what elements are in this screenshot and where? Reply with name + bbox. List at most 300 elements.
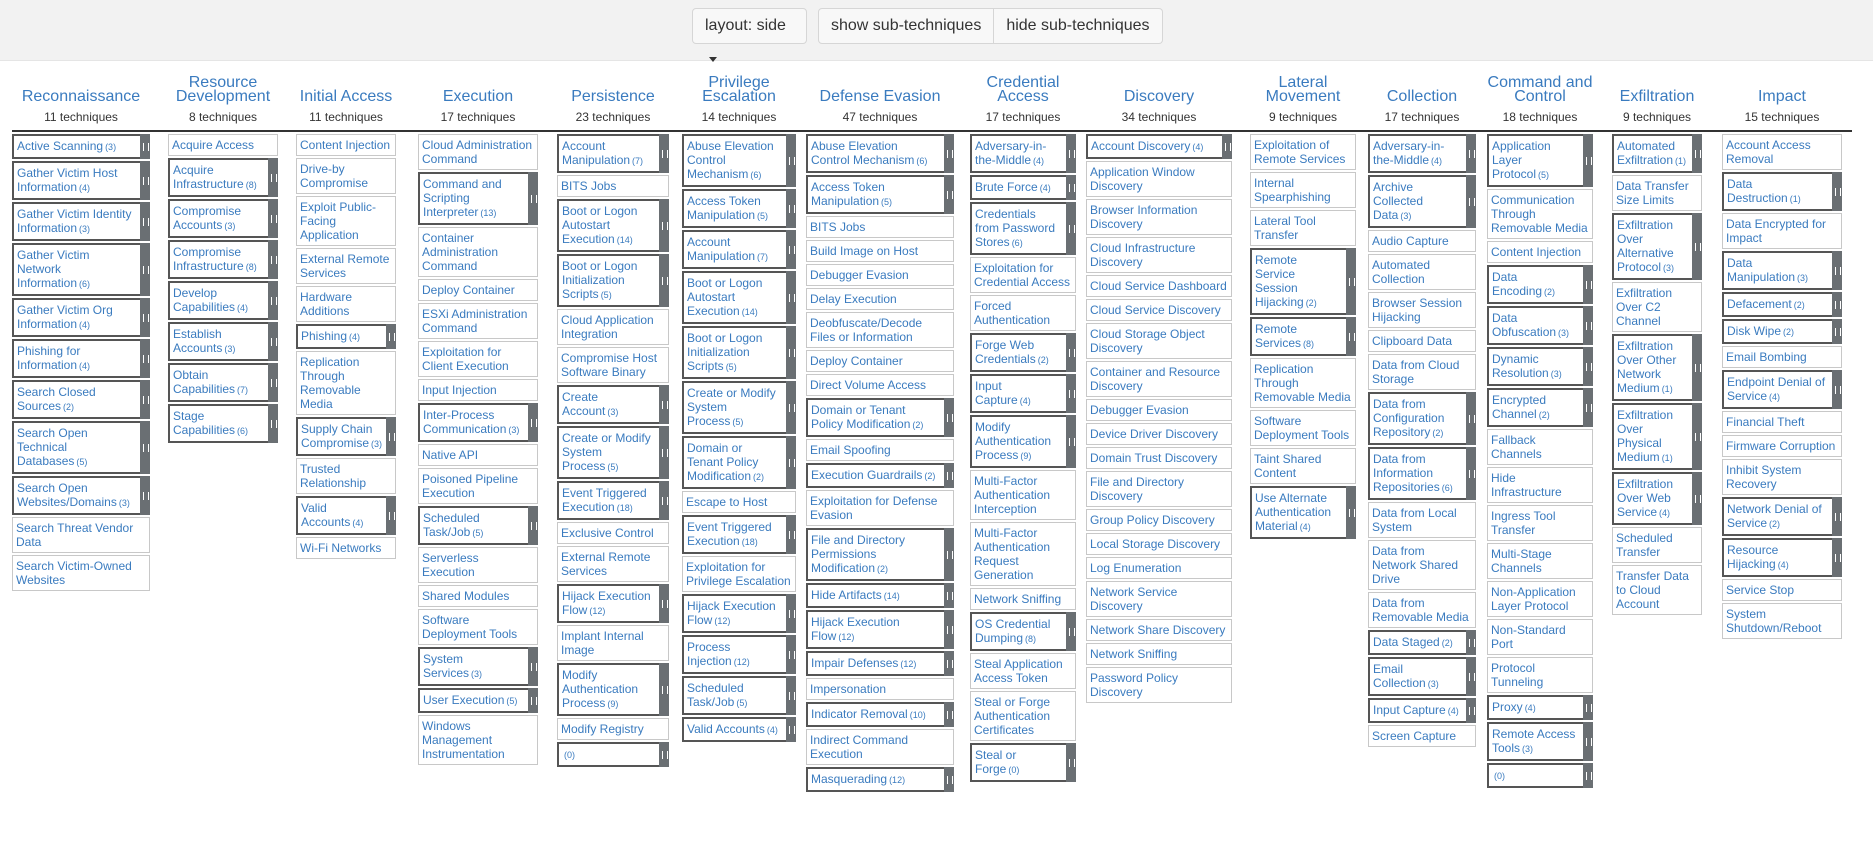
technique-name[interactable]: User Execution <box>423 693 505 707</box>
technique-name[interactable]: Windows Management Instrumentation <box>422 719 505 761</box>
technique-cell[interactable] <box>557 481 669 520</box>
technique-name[interactable]: Application Layer Protocol <box>1492 139 1551 181</box>
technique-name[interactable]: Abuse Elevation Control Mechanism <box>687 139 774 181</box>
expand-sub-techniques-handle-icon[interactable] <box>786 189 796 228</box>
technique-name[interactable]: Ingress Tool Transfer <box>1491 509 1556 537</box>
technique-cell[interactable] <box>418 547 538 583</box>
technique-cell[interactable] <box>970 743 1076 782</box>
technique-cell[interactable] <box>1086 447 1232 469</box>
expand-sub-techniques-handle-icon[interactable] <box>268 404 278 443</box>
technique-name[interactable]: Cloud Service Dashboard <box>1090 279 1227 293</box>
technique-name[interactable]: Compromise Accounts <box>173 204 242 232</box>
expand-sub-techniques-handle-icon[interactable] <box>1583 763 1593 788</box>
technique-name[interactable]: Debugger Evasion <box>1090 403 1189 417</box>
technique-name[interactable]: Supply Chain Compromise <box>301 422 373 450</box>
technique-name[interactable]: Data from Cloud Storage <box>1372 358 1460 386</box>
technique-name[interactable]: Data Encrypted for Impact <box>1726 217 1827 245</box>
technique-cell[interactable] <box>806 729 954 765</box>
technique-name[interactable]: System Services <box>423 652 470 680</box>
technique-cell[interactable] <box>1368 698 1476 723</box>
expand-sub-techniques-handle-icon[interactable] <box>1583 695 1593 720</box>
expand-sub-techniques-handle-icon[interactable] <box>1583 265 1593 304</box>
expand-sub-techniques-handle-icon[interactable] <box>268 322 278 361</box>
expand-sub-techniques-handle-icon[interactable] <box>1066 743 1076 782</box>
technique-name[interactable]: Network Sniffing <box>974 592 1062 606</box>
technique-name[interactable]: Hide Artifacts <box>811 588 882 602</box>
technique-cell[interactable] <box>806 398 954 437</box>
technique-name[interactable]: Impersonation <box>810 682 887 696</box>
technique-name[interactable]: Scheduled Task/Job <box>423 511 480 539</box>
technique-cell[interactable] <box>682 230 796 269</box>
technique-cell[interactable] <box>418 379 538 401</box>
technique-name[interactable]: External Remote Services <box>300 252 390 280</box>
technique-name[interactable]: Valid Accounts <box>301 501 351 529</box>
expand-sub-techniques-handle-icon[interactable] <box>1066 415 1076 468</box>
technique-cell[interactable] <box>1250 317 1356 356</box>
technique-name[interactable]: Trusted Relationship <box>300 462 367 490</box>
expand-sub-techniques-handle-icon[interactable] <box>1466 392 1476 445</box>
expand-sub-techniques-handle-icon[interactable] <box>1066 612 1076 651</box>
technique-cell[interactable] <box>1487 619 1593 655</box>
technique-name[interactable]: Automated Collection <box>1372 258 1431 286</box>
technique-cell[interactable] <box>296 134 396 156</box>
technique-name[interactable]: Direct Volume Access <box>810 378 927 392</box>
tactic-name[interactable]: Lateral Movement <box>1265 74 1341 105</box>
technique-cell[interactable] <box>1722 319 1842 344</box>
technique-cell[interactable] <box>806 264 954 286</box>
expand-sub-techniques-handle-icon[interactable] <box>944 398 954 437</box>
technique-name[interactable]: Content Injection <box>1491 245 1582 259</box>
technique-cell[interactable] <box>418 134 538 170</box>
technique-name[interactable]: Event Triggered Execution <box>687 520 772 548</box>
technique-cell[interactable] <box>1368 230 1476 252</box>
technique-cell[interactable] <box>1722 538 1842 577</box>
technique-cell[interactable] <box>1487 347 1593 386</box>
technique-name[interactable]: Build Image on Host <box>810 244 919 258</box>
technique-cell[interactable] <box>12 421 150 474</box>
technique-cell[interactable] <box>1612 175 1702 211</box>
expand-sub-techniques-handle-icon[interactable] <box>786 381 796 434</box>
technique-name[interactable]: Gather Victim Org Information <box>17 303 113 331</box>
technique-name[interactable]: Remote Access Tools <box>1492 727 1576 755</box>
technique-cell[interactable] <box>296 286 396 322</box>
technique-cell[interactable] <box>970 522 1076 586</box>
technique-name[interactable]: File and Directory Permissions Modification <box>811 533 906 575</box>
technique-name[interactable]: Implant Internal Image <box>561 629 644 657</box>
technique-name[interactable]: Transfer Data to Cloud Account <box>1616 569 1689 611</box>
technique-cell[interactable] <box>682 676 796 715</box>
technique-cell[interactable] <box>1722 435 1842 457</box>
technique-cell[interactable] <box>806 216 954 238</box>
technique-name[interactable]: Active Scanning <box>17 139 104 153</box>
technique-cell[interactable] <box>12 243 150 296</box>
technique-cell[interactable] <box>1487 265 1593 304</box>
expand-sub-techniques-handle-icon[interactable] <box>659 254 669 307</box>
technique-cell[interactable] <box>12 476 150 515</box>
technique-cell[interactable] <box>806 528 954 581</box>
technique-name[interactable]: Network Denial of Service <box>1727 502 1822 530</box>
technique-name[interactable]: Input Capture <box>1373 703 1446 717</box>
expand-sub-techniques-handle-icon[interactable] <box>140 161 150 200</box>
technique-cell[interactable] <box>970 134 1076 173</box>
technique-cell[interactable] <box>12 517 150 553</box>
technique-cell[interactable] <box>557 254 669 307</box>
technique-name[interactable]: Non-Standard Port <box>1491 623 1566 651</box>
technique-name[interactable]: Create or Modify System Process <box>562 431 651 473</box>
technique-name[interactable]: Acquire Access <box>172 138 255 152</box>
technique-name[interactable]: Access Token Manipulation <box>811 180 885 208</box>
expand-sub-techniques-handle-icon[interactable] <box>528 506 538 545</box>
technique-name[interactable]: Native API <box>422 448 479 462</box>
technique-name[interactable]: Input Capture <box>975 379 1018 407</box>
technique-name[interactable]: Boot or Logon Autostart Execution <box>562 204 638 246</box>
expand-sub-techniques-handle-icon[interactable] <box>1692 403 1702 470</box>
technique-name[interactable]: Data from Local System <box>1372 506 1457 534</box>
technique-cell[interactable] <box>12 298 150 337</box>
expand-sub-techniques-handle-icon[interactable] <box>944 583 954 608</box>
technique-name[interactable]: Cloud Service Discovery <box>1090 303 1221 317</box>
technique-name[interactable]: Credentials from Password Stores <box>975 207 1056 249</box>
expand-sub-techniques-handle-icon[interactable] <box>659 742 669 767</box>
technique-cell[interactable] <box>1722 497 1842 536</box>
technique-name[interactable]: External Remote Services <box>561 550 651 578</box>
technique-name[interactable]: Steal or Forge Authentication Certificates <box>974 695 1051 737</box>
technique-cell[interactable] <box>806 175 954 214</box>
technique-cell[interactable] <box>1368 502 1476 538</box>
technique-name[interactable]: Data from Information Repositories <box>1373 452 1440 494</box>
expand-sub-techniques-handle-icon[interactable] <box>944 528 954 581</box>
technique-cell[interactable] <box>557 584 669 623</box>
expand-sub-techniques-handle-icon[interactable] <box>1466 698 1476 723</box>
technique-cell[interactable] <box>296 537 396 559</box>
technique-name[interactable]: Email Bombing <box>1726 350 1807 364</box>
expand-sub-techniques-handle-icon[interactable] <box>1466 630 1476 655</box>
technique-name[interactable]: Hijack Execution Flow <box>811 615 900 643</box>
technique-cell[interactable] <box>1487 306 1593 345</box>
expand-sub-techniques-handle-icon[interactable] <box>786 271 796 324</box>
technique-cell[interactable] <box>557 175 669 197</box>
technique-name[interactable]: Data from Removable Media <box>1372 596 1469 624</box>
technique-cell[interactable] <box>1086 299 1232 321</box>
technique-name[interactable]: Command and Scripting Interpreter <box>423 177 502 219</box>
technique-cell[interactable] <box>806 463 954 488</box>
technique-name[interactable]: Local Storage Discovery <box>1090 537 1221 551</box>
tactic-name[interactable]: Resource Development <box>175 74 271 105</box>
tactic-name[interactable]: Defense Evasion <box>819 88 941 105</box>
technique-name[interactable]: Network Share Discovery <box>1090 623 1226 637</box>
technique-name[interactable]: Data Obfuscation <box>1492 311 1557 339</box>
technique-name[interactable]: Steal or Forge <box>975 748 1017 776</box>
technique-name[interactable]: Deploy Container <box>422 283 515 297</box>
technique-name[interactable]: Impair Defenses <box>811 656 899 670</box>
tactic-name[interactable]: Impact <box>1757 88 1806 105</box>
technique-name[interactable]: Execution Guardrails <box>811 468 923 482</box>
technique-name[interactable]: Multi-Stage Channels <box>1491 547 1552 575</box>
technique-cell[interactable] <box>296 248 396 284</box>
technique-name[interactable]: Multi-Factor Authentication Interception <box>974 474 1051 516</box>
technique-cell[interactable] <box>970 374 1076 413</box>
technique-name[interactable]: Remote Service Session Hijacking <box>1255 253 1304 309</box>
expand-sub-techniques-handle-icon[interactable] <box>1066 374 1076 413</box>
technique-cell[interactable] <box>970 415 1076 468</box>
technique-cell[interactable] <box>682 594 796 633</box>
technique-name[interactable]: Masquerading <box>811 772 888 786</box>
technique-cell[interactable] <box>168 281 278 320</box>
technique-name[interactable]: Establish Accounts <box>173 327 223 355</box>
technique-name[interactable]: Fallback Channels <box>1491 433 1542 461</box>
technique-name[interactable]: Application Window Discovery <box>1090 165 1195 193</box>
technique-cell[interactable] <box>970 202 1076 255</box>
tactic-name[interactable]: Privilege Escalation <box>702 74 776 105</box>
technique-cell[interactable] <box>1368 630 1476 655</box>
technique-cell[interactable] <box>806 240 954 262</box>
technique-cell[interactable] <box>557 385 669 424</box>
technique-name[interactable]: Account Manipulation <box>562 139 631 167</box>
technique-cell[interactable] <box>1722 579 1842 601</box>
technique-cell[interactable] <box>296 351 396 415</box>
technique-cell[interactable] <box>12 202 150 241</box>
expand-sub-techniques-handle-icon[interactable] <box>659 199 669 252</box>
technique-name[interactable]: Shared Modules <box>422 589 510 603</box>
technique-name[interactable]: Gather Victim Host Information <box>17 166 118 194</box>
expand-sub-techniques-handle-icon[interactable] <box>1583 388 1593 427</box>
technique-cell[interactable] <box>1086 323 1232 359</box>
technique-name[interactable]: Brute Force <box>975 180 1038 194</box>
technique-name[interactable]: Password Policy Discovery <box>1090 671 1179 699</box>
expand-sub-techniques-handle-icon[interactable] <box>386 417 396 456</box>
technique-cell[interactable] <box>557 347 669 383</box>
technique-cell[interactable] <box>418 688 538 713</box>
technique-name[interactable]: Domain Trust Discovery <box>1090 451 1218 465</box>
technique-name[interactable]: Scheduled Transfer <box>1616 531 1673 559</box>
expand-sub-techniques-handle-icon[interactable] <box>944 610 954 649</box>
technique-name[interactable]: Deobfuscate/Decode Files or Information <box>810 316 923 344</box>
tactic-name[interactable]: Execution <box>442 88 514 105</box>
technique-cell[interactable] <box>557 522 669 544</box>
technique-name[interactable]: Data Manipulation <box>1727 256 1796 284</box>
technique-cell[interactable] <box>970 295 1076 331</box>
technique-name[interactable]: Adversary-in-the-Middle <box>1373 139 1445 167</box>
expand-sub-techniques-handle-icon[interactable] <box>1692 213 1702 280</box>
technique-name[interactable]: Exfiltration Over C2 Channel <box>1616 286 1673 328</box>
technique-name[interactable]: Endpoint Denial of Service <box>1727 375 1826 403</box>
technique-name[interactable]: Cloud Administration Command <box>422 138 533 166</box>
technique-cell[interactable] <box>1086 423 1232 445</box>
technique-name[interactable]: ESXi Administration Command <box>422 307 528 335</box>
technique-name[interactable]: Exploitation for Privilege Escalation <box>686 560 791 588</box>
technique-cell[interactable] <box>1487 388 1593 427</box>
expand-sub-techniques-handle-icon[interactable] <box>944 767 954 792</box>
technique-name[interactable]: Email Spoofing <box>810 443 891 457</box>
technique-cell[interactable] <box>1722 172 1842 211</box>
technique-name[interactable]: OS Credential Dumping <box>975 617 1051 645</box>
technique-cell[interactable] <box>1086 275 1232 297</box>
technique-cell[interactable] <box>1368 175 1476 228</box>
technique-name[interactable]: Access Token Manipulation <box>687 194 761 222</box>
technique-name[interactable]: Automated Exfiltration <box>1617 139 1676 167</box>
technique-name[interactable]: Poisoned Pipeline Execution <box>422 472 519 500</box>
technique-cell[interactable] <box>1086 399 1232 421</box>
technique-name[interactable]: Resource Hijacking <box>1727 543 1779 571</box>
technique-cell[interactable] <box>1086 237 1232 273</box>
expand-sub-techniques-handle-icon[interactable] <box>944 651 954 676</box>
technique-name[interactable]: Protocol Tunneling <box>1491 661 1544 689</box>
technique-cell[interactable] <box>1086 643 1232 665</box>
technique-cell[interactable] <box>1487 695 1593 720</box>
technique-cell[interactable] <box>806 374 954 396</box>
technique-cell[interactable] <box>1487 505 1593 541</box>
expand-sub-techniques-handle-icon[interactable] <box>786 594 796 633</box>
technique-name[interactable]: Lateral Tool Transfer <box>1254 214 1316 242</box>
technique-cell[interactable] <box>970 257 1076 293</box>
expand-sub-techniques-handle-icon[interactable] <box>1583 134 1593 187</box>
technique-name[interactable]: Debugger Evasion <box>810 268 909 282</box>
technique-cell[interactable] <box>1487 429 1593 465</box>
technique-cell[interactable] <box>1086 361 1232 397</box>
hide-sub-techniques-button[interactable]: hide sub-techniques <box>994 8 1162 44</box>
technique-cell[interactable] <box>1722 459 1842 495</box>
technique-cell[interactable] <box>168 240 278 279</box>
technique-cell[interactable] <box>1722 411 1842 433</box>
technique-cell[interactable] <box>168 199 278 238</box>
technique-cell[interactable] <box>12 339 150 378</box>
technique-name[interactable]: Network Sniffing <box>1090 647 1178 661</box>
expand-sub-techniques-handle-icon[interactable] <box>1692 134 1702 173</box>
expand-sub-techniques-handle-icon[interactable] <box>659 481 669 520</box>
technique-name[interactable]: Cloud Storage Object Discovery <box>1090 327 1205 355</box>
technique-name[interactable]: Communication Through Removable Media <box>1491 193 1588 235</box>
technique-cell[interactable] <box>1612 527 1702 563</box>
expand-sub-techniques-handle-icon[interactable] <box>386 496 396 535</box>
technique-cell[interactable] <box>1086 199 1232 235</box>
expand-sub-techniques-handle-icon[interactable] <box>140 339 150 378</box>
expand-sub-techniques-handle-icon[interactable] <box>1583 306 1593 345</box>
expand-sub-techniques-handle-icon[interactable] <box>1832 370 1842 409</box>
technique-cell[interactable] <box>806 767 954 792</box>
technique-name[interactable]: Wi-Fi Networks <box>300 541 382 555</box>
technique-name[interactable]: Exfiltration Over Alternative Protocol <box>1617 218 1674 274</box>
tactic-name[interactable]: Collection <box>1386 88 1458 105</box>
technique-name[interactable]: Log Enumeration <box>1090 561 1182 575</box>
technique-cell[interactable] <box>1086 471 1232 507</box>
technique-name[interactable]: Search Threat Vendor Data <box>16 521 134 549</box>
technique-cell[interactable] <box>418 227 538 277</box>
technique-name[interactable]: Modify Authentication Process <box>975 420 1052 462</box>
technique-cell[interactable] <box>1368 447 1476 500</box>
technique-cell[interactable] <box>1250 248 1356 315</box>
technique-name[interactable]: File and Directory Discovery <box>1090 475 1185 503</box>
technique-cell[interactable] <box>970 653 1076 689</box>
technique-cell[interactable] <box>1612 282 1702 332</box>
technique-name[interactable]: Software Deployment Tools <box>1254 414 1350 442</box>
technique-cell[interactable] <box>1250 448 1356 484</box>
technique-name[interactable]: System Shutdown/Reboot <box>1726 607 1822 635</box>
technique-name[interactable]: Content Injection <box>300 138 391 152</box>
technique-cell[interactable] <box>418 715 538 765</box>
technique-cell[interactable] <box>1368 540 1476 590</box>
technique-name[interactable]: Delay Execution <box>810 292 897 306</box>
expand-sub-techniques-handle-icon[interactable] <box>1466 175 1476 228</box>
technique-name[interactable]: Forge Web Credentials <box>975 338 1036 366</box>
technique-cell[interactable] <box>1722 251 1842 290</box>
technique-name[interactable]: Exfiltration Over Other Network Medium <box>1617 339 1677 395</box>
technique-cell[interactable] <box>806 490 954 526</box>
technique-name[interactable]: Archive Collected Data <box>1373 180 1424 222</box>
technique-name[interactable]: Boot or Logon Initialization Scripts <box>562 259 638 301</box>
expand-sub-techniques-handle-icon[interactable] <box>944 702 954 727</box>
technique-name[interactable]: Compromise Host Software Binary <box>561 351 658 379</box>
technique-name[interactable]: Replication Through Removable Media <box>1254 362 1351 404</box>
technique-name[interactable]: Abuse Elevation Control Mechanism <box>811 139 915 167</box>
technique-cell[interactable] <box>1086 533 1232 555</box>
technique-name[interactable]: Exclusive Control <box>561 526 654 540</box>
technique-name[interactable]: Indicator Removal <box>811 707 908 721</box>
technique-name[interactable]: Data from Configuration Repository <box>1373 397 1445 439</box>
expand-sub-techniques-handle-icon[interactable] <box>1466 134 1476 173</box>
technique-name[interactable]: Software Deployment Tools <box>422 613 518 641</box>
technique-name[interactable]: Exploitation for Defense Evasion <box>810 494 938 522</box>
technique-name[interactable]: Account Access Removal <box>1726 138 1811 166</box>
technique-name[interactable]: Data Transfer Size Limits <box>1616 179 1689 207</box>
technique-name[interactable]: Hide Infrastructure <box>1491 471 1562 499</box>
technique-cell[interactable] <box>1722 213 1842 249</box>
technique-cell[interactable] <box>806 583 954 608</box>
technique-cell[interactable] <box>12 161 150 200</box>
tactic-name[interactable]: Reconnaissance <box>21 88 141 105</box>
technique-cell[interactable] <box>1612 565 1702 615</box>
technique-cell[interactable] <box>1612 134 1702 173</box>
technique-cell[interactable] <box>682 515 796 554</box>
technique-name[interactable]: Scheduled Task/Job <box>687 681 744 709</box>
technique-name[interactable]: Phishing <box>301 329 348 343</box>
technique-cell[interactable] <box>1487 763 1593 788</box>
technique-name[interactable]: Hijack Execution Flow <box>687 599 776 627</box>
technique-name[interactable]: Cloud Application Integration <box>561 313 654 341</box>
technique-name[interactable]: Search Open Websites/Domains <box>17 481 117 509</box>
technique-cell[interactable] <box>806 702 954 727</box>
technique-cell[interactable] <box>1722 134 1842 170</box>
technique-cell[interactable] <box>557 426 669 479</box>
technique-cell[interactable] <box>12 134 150 159</box>
technique-name[interactable]: Defacement <box>1727 297 1792 311</box>
expand-sub-techniques-handle-icon[interactable] <box>786 134 796 187</box>
technique-name[interactable]: Screen Capture <box>1372 729 1457 743</box>
technique-cell[interactable] <box>296 158 396 194</box>
technique-cell[interactable] <box>1612 213 1702 280</box>
technique-name[interactable]: Account Manipulation <box>687 235 756 263</box>
technique-cell[interactable] <box>557 742 669 767</box>
expand-sub-techniques-handle-icon[interactable] <box>1466 447 1476 500</box>
technique-name[interactable]: Event Triggered Execution <box>562 486 647 514</box>
expand-sub-techniques-handle-icon[interactable] <box>1832 251 1842 290</box>
technique-name[interactable]: Browser Session Hijacking <box>1372 296 1463 324</box>
technique-name[interactable]: Obtain Capabilities <box>173 368 236 396</box>
technique-cell[interactable] <box>1086 509 1232 531</box>
technique-cell[interactable] <box>168 322 278 361</box>
technique-name[interactable]: Email Collection <box>1373 662 1426 690</box>
expand-sub-techniques-handle-icon[interactable] <box>268 158 278 197</box>
technique-cell[interactable] <box>682 381 796 434</box>
technique-cell[interactable] <box>1722 292 1842 317</box>
technique-cell[interactable] <box>1487 189 1593 239</box>
technique-cell[interactable] <box>296 458 396 494</box>
expand-sub-techniques-handle-icon[interactable] <box>1066 202 1076 255</box>
technique-name[interactable]: Modify Registry <box>561 722 644 736</box>
technique-cell[interactable] <box>806 439 954 461</box>
technique-cell[interactable] <box>1722 346 1842 368</box>
technique-cell[interactable] <box>1086 161 1232 197</box>
expand-sub-techniques-handle-icon[interactable] <box>528 647 538 686</box>
